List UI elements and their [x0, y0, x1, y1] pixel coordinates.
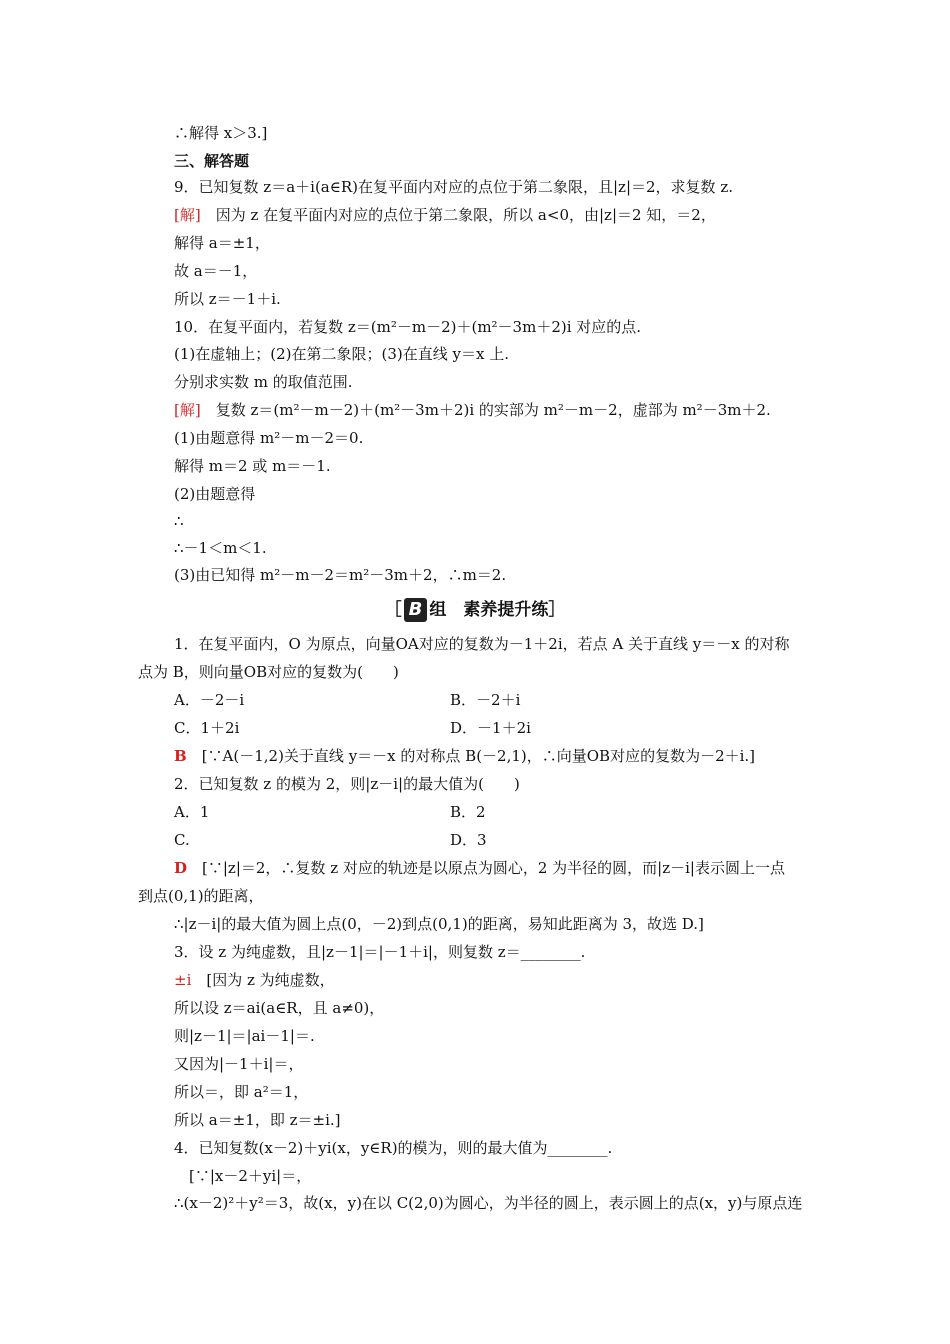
solution-text: 因为 z 在复平面内对应的点位于第二象限，所以 a<0，由|z|＝2 知，＝2，: [200, 206, 716, 224]
option-c: C.: [174, 831, 190, 849]
text-line: ∴: [174, 512, 184, 530]
text-line: 所以 a＝±1，即 z＝±i.]: [174, 1111, 341, 1129]
question-1: 1．在复平面内，O 为原点，向量OA对应的复数为－1＋2i，若点 A 关于直线 y＝－x 的对称: [174, 635, 790, 653]
question-2: 2．已知复数 z 的模为 2，则|z－i|的最大值为( ): [174, 775, 520, 793]
solution-tag: [解]: [174, 206, 201, 224]
question-4: 4．已知复数(x－2)＋yi(x，y∈R)的模为，则的最大值为________.: [174, 1139, 613, 1157]
text-line: 又因为|－1＋i|＝，: [174, 1055, 304, 1073]
answer-line: [174, 970, 335, 990]
answer-tag: D: [174, 859, 188, 877]
text-line: 故 a＝－1，: [174, 262, 258, 280]
answer-text: [因为 z 为纯虚数，: [191, 971, 335, 989]
text-line: 所以 z＝－1＋i.: [174, 290, 281, 308]
option-b: B．－2＋i: [450, 691, 521, 709]
text-line: 所以设 z＝ai(a∈R，且 a≠0)，: [174, 999, 385, 1017]
answer-tag: ±i: [174, 971, 192, 989]
text-line: 所以＝，即 a²＝1，: [174, 1083, 309, 1101]
question-3: 3．设 z 为纯虚数，且|z－1|＝|－1＋i|，则复数 z＝________.: [174, 943, 586, 961]
solution-text: 复数 z＝(m²－m－2)＋(m²－3m＋2)i 的实部为 m²－m－2，虚部为 m²－3m＋2.: [200, 401, 771, 419]
text-line: 分别求实数 m 的取值范围.: [174, 373, 353, 391]
option-d: D．3: [450, 831, 487, 849]
text-line: ∴|z－i|的最大值为圆上点(0，－2)到点(0,1)的距离，易知此距离为 3，故选 D.]: [174, 915, 704, 933]
option-a: A．1: [174, 803, 210, 821]
answer-text: [∵|z|＝2，∴复数 z 对应的轨迹是以原点为圆心，2 为半径的圆，而|z－i|表示圆上一点: [187, 859, 785, 877]
text-line: (1)在虚轴上；(2)在第二象限；(3)在直线 y＝x 上.: [174, 345, 509, 363]
text-line: (1)由题意得 m²－m－2＝0.: [174, 429, 364, 447]
answer-tag: B: [174, 747, 187, 765]
text-line: 解得 a＝±1，: [174, 234, 270, 252]
text-line: ∴解得 x＞3.]: [174, 124, 268, 142]
section-heading: 三、解答题: [174, 152, 250, 170]
option-d: D．－1＋2i: [450, 719, 531, 737]
text-line: (2)由题意得: [174, 485, 256, 503]
answer-text: [∵A(－1,2)关于直线 y＝－x 的对称点 B(－2,1)，∴向量OB对应的复数为－2＋i.]: [186, 747, 756, 765]
answer-line: [174, 746, 755, 766]
option-a: A．－2－i: [174, 691, 245, 709]
question-10: 10．在复平面内，若复数 z＝(m²－m－2)＋(m²－3m＋2)i 对应的点.: [174, 318, 642, 336]
text-line: 到点(0,1)的距离，: [138, 887, 264, 905]
text-line: ∴(x－2)²＋y²＝3，故(x，y)在以 C(2,0)为圆心，为半径的圆上，表示圆上的点(x，y)与原点连: [174, 1194, 803, 1212]
option-c: C．1＋2i: [174, 719, 240, 737]
text-line: (3)由已知得 m²－m－2＝m²－3m＋2，∴m＝2.: [174, 566, 507, 584]
text-line: 解得 m＝2 或 m＝－1.: [174, 457, 331, 475]
text-line: [∵|x－2＋yi|＝，: [174, 1167, 312, 1185]
option-b: B．2: [450, 803, 486, 821]
solution-line: [174, 205, 716, 225]
text-line: 则|z－1|＝|ai－1|＝.: [174, 1027, 315, 1045]
bracket-right: ］: [548, 600, 566, 620]
text-line: ∴－1＜m＜1.: [174, 539, 267, 557]
group-b-badge: B: [404, 598, 428, 622]
solution-line: [174, 400, 771, 420]
text-line: 点为 B，则向量OB对应的复数为( ): [138, 663, 399, 681]
group-title: 组 素养提升练: [429, 600, 549, 620]
answer-line: [174, 858, 785, 878]
group-b-header: [0, 595, 950, 625]
bracket-left: ［: [384, 600, 402, 620]
question-9: 9．已知复数 z＝a＋i(a∈R)在复平面内对应的点位于第二象限，且|z|＝2，求复数 z.: [174, 178, 733, 196]
solution-tag: [解]: [174, 401, 201, 419]
